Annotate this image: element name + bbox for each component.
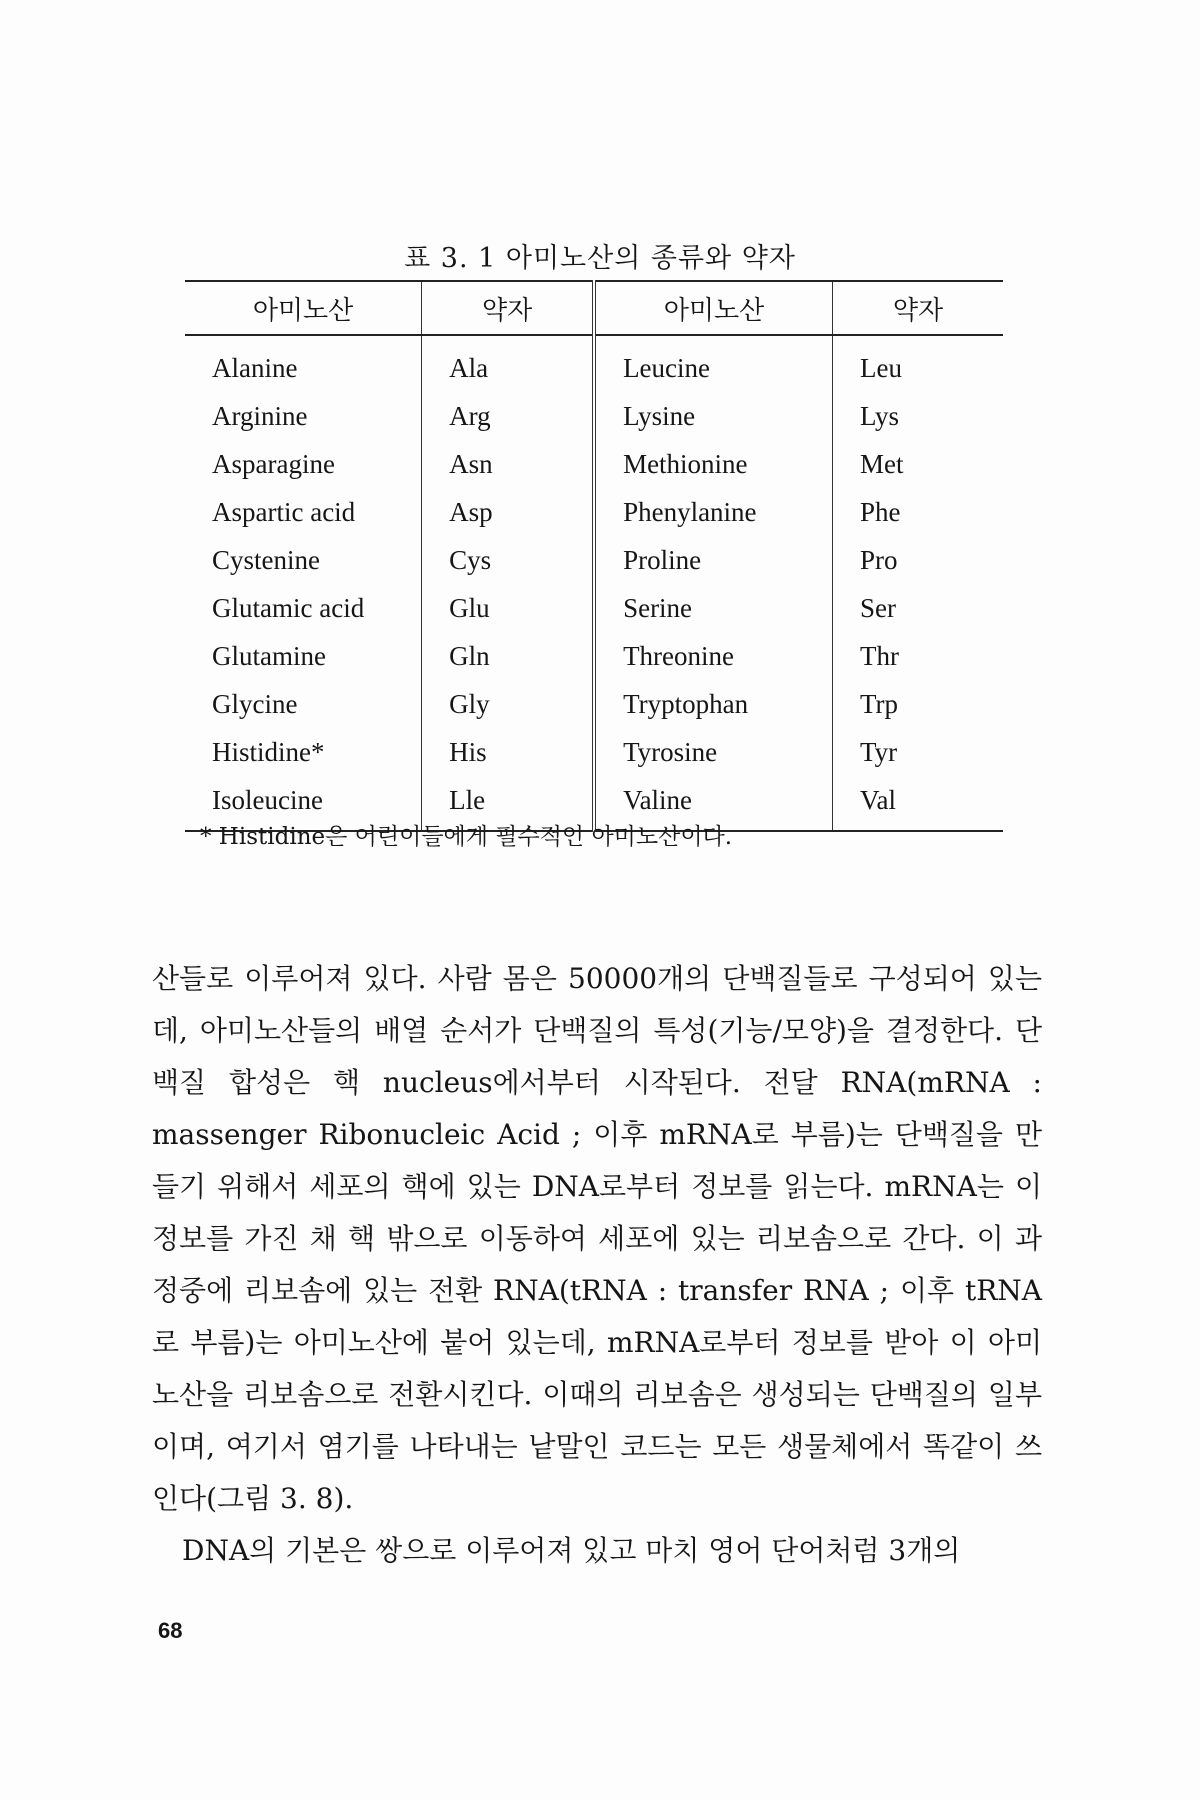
- abbreviation-cell: Pro: [833, 536, 1004, 584]
- table-row: [185, 440, 1003, 488]
- amino-acid-cell: Arginine: [212, 400, 308, 431]
- amino-acid-cell: Alanine: [212, 352, 298, 383]
- abbreviation-cell: Phe: [833, 488, 1004, 536]
- abbreviation-cell: Ser: [833, 584, 1004, 632]
- amino-acid-cell: Glycine: [212, 688, 298, 719]
- table-row: [185, 335, 1003, 392]
- abbreviation-cell: His: [422, 728, 594, 776]
- amino-acid-cell: Leucine: [594, 335, 832, 392]
- abbreviation-cell: Val: [833, 776, 1004, 831]
- amino-acid-cell: Glutamine: [212, 640, 326, 671]
- abbreviation-cell: Ala: [422, 335, 594, 392]
- table-row: [185, 728, 1003, 776]
- abbreviation-cell: Gln: [422, 632, 594, 680]
- amino-acid-cell: Asparagine: [212, 448, 335, 479]
- abbreviation-cell: Cys: [422, 536, 594, 584]
- page-number: 68: [158, 1618, 183, 1643]
- body-paragraph: DNA의 기본은 쌍으로 이루어져 있고 마치 영어 단어처럼 3개의: [182, 1534, 961, 1567]
- abbreviation-cell: Trp: [833, 680, 1004, 728]
- body-paragraph: 산들로 이루어져 있다. 사람 몸은 50000개의 단백질들로 구성되어 있는데, 아미노산들의 배열 순서가 단백질의 특성(기능/모양)을 결정한다. 단백질 합성은 핵 nucleus에서부터 시작된다. 전달 RNA(mRNA : massenger Ribonucleic Acid ; 이후 mRNA로 부름)는 단백질을 만들기 위해서 세포의 핵에 있는 DNA로부터 정보를 읽는다. mRNA는 이 정보를 가진 채 핵 밖으로 이동하여 세포에 있는 리보솜으로 간다. 이 과정중에 리보솜에 있는 전환 RNA(tRNA : transfer RNA ; 이후 tRNA로 부름)는 아미노산에 붙어 있는데, mRNA로부터 정보를 받아 이 아미노산을 리보솜으로 전환시킨다. 이때의 리보솜은 생성되는 단백질의 일부이며, 여기서 염기를 나타내는 낱말인 코드는 모든 생물체에서 똑같이 쓰인다(그림 3. 8).: [152, 962, 1042, 1515]
- table-header-row: [185, 281, 1003, 335]
- abbreviation-cell: Arg: [422, 392, 594, 440]
- header-abbreviation-2: 약자: [833, 281, 1004, 335]
- table-caption: 표 3. 1 아미노산의 종류와 약자: [404, 243, 796, 274]
- amino-acid-cell: Phenylanine: [594, 488, 832, 536]
- amino-acid-cell: Aspartic acid: [212, 496, 356, 527]
- table-row: [185, 536, 1003, 584]
- amino-acid-cell: Methionine: [594, 440, 832, 488]
- table-footnote: * Histidine은 어린이들에게 필수적인 아미노산이다.: [200, 824, 733, 850]
- table-row: [185, 680, 1003, 728]
- abbreviation-cell: Tyr: [833, 728, 1004, 776]
- table-row: [185, 584, 1003, 632]
- amino-acid-cell: Cystenine: [212, 544, 320, 575]
- header-amino-acid-2: 아미노산: [594, 281, 832, 335]
- table-row: [185, 488, 1003, 536]
- abbreviation-cell: Met: [833, 440, 1004, 488]
- amino-acid-cell: Isoleucine: [185, 776, 422, 831]
- abbreviation-cell: Leu: [833, 335, 1004, 392]
- header-abbreviation-1: 약자: [422, 281, 594, 335]
- header-amino-acid-1: 아미노산: [185, 281, 422, 335]
- amino-acid-cell: Valine: [594, 776, 832, 831]
- body-text: [152, 953, 1042, 1577]
- amino-acid-cell: Histidine*: [212, 736, 325, 767]
- amino-acid-table: [185, 280, 1003, 832]
- abbreviation-cell: Lys: [833, 392, 1004, 440]
- abbreviation-cell: Gly: [422, 680, 594, 728]
- abbreviation-cell: Thr: [833, 632, 1004, 680]
- amino-acid-cell: Glutamic acid: [212, 592, 365, 623]
- table-row: [185, 632, 1003, 680]
- amino-acid-cell: Tryptophan: [594, 680, 832, 728]
- amino-acid-cell: Lysine: [594, 392, 832, 440]
- abbreviation-cell: Asn: [422, 440, 594, 488]
- amino-acid-cell: Serine: [594, 584, 832, 632]
- abbreviation-cell: Lle: [422, 776, 594, 831]
- amino-acid-cell: Proline: [594, 536, 832, 584]
- amino-acid-cell: Threonine: [594, 632, 832, 680]
- abbreviation-cell: Glu: [422, 584, 594, 632]
- abbreviation-cell: Asp: [422, 488, 594, 536]
- table-row: [185, 392, 1003, 440]
- amino-acid-cell: Tyrosine: [594, 728, 832, 776]
